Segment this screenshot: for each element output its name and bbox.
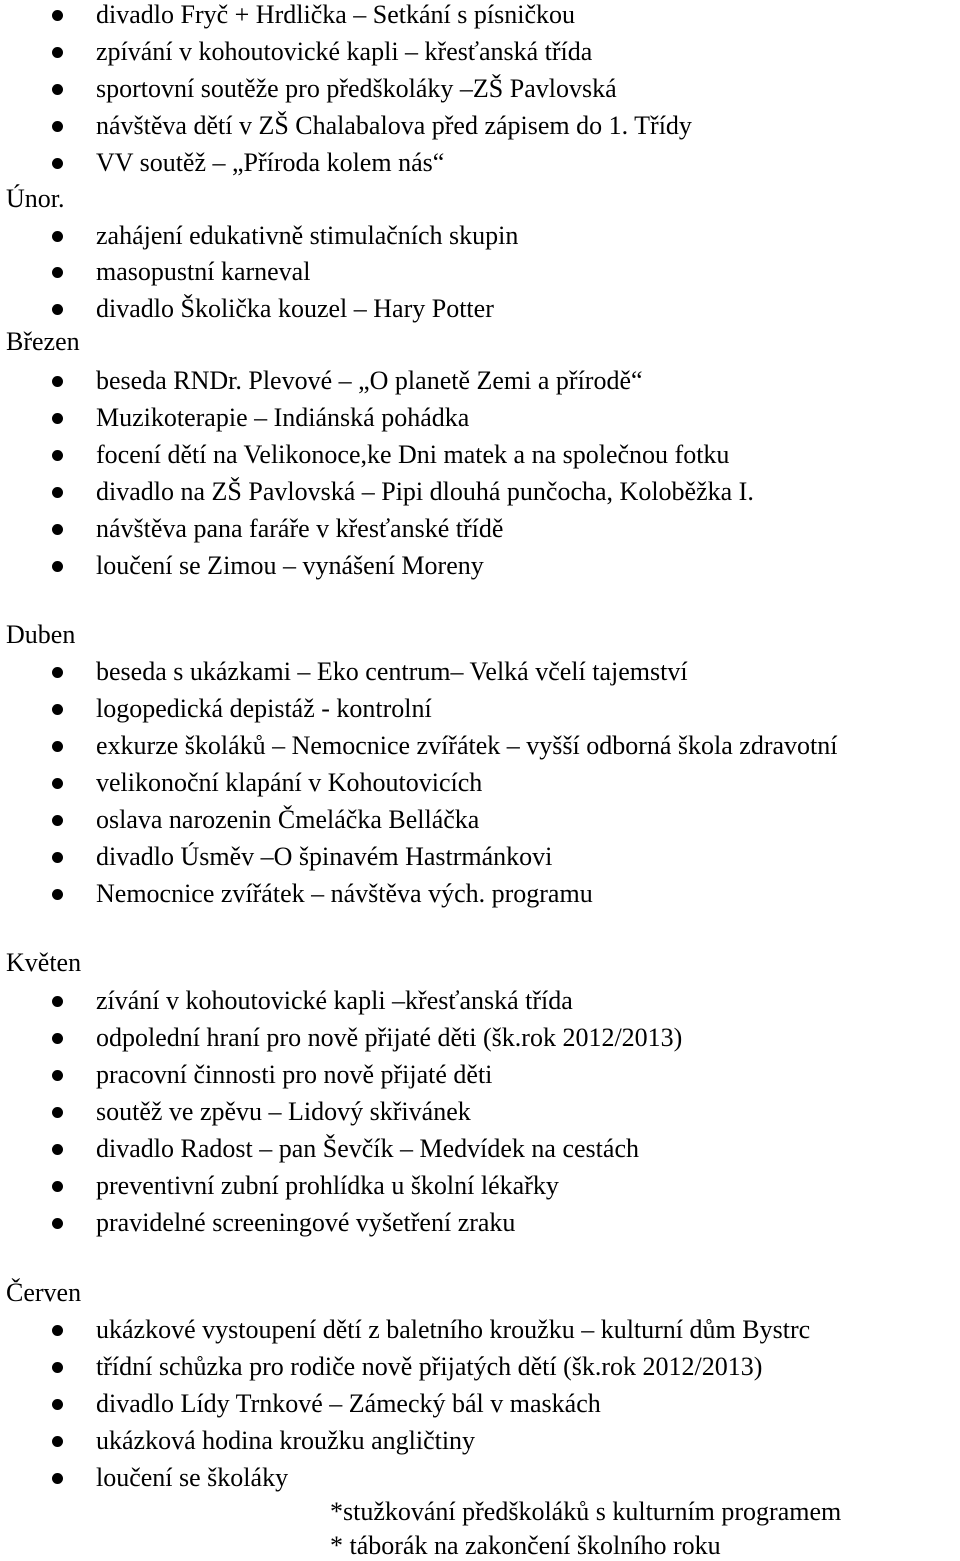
month-heading: Únor. [6, 184, 65, 213]
month-heading: Červen [6, 1278, 82, 1307]
bullet-icon [52, 1033, 63, 1044]
sub-note: * táborák na zakončení školního roku [330, 1531, 721, 1560]
bullet-icon [52, 47, 63, 58]
bullet-icon [52, 1070, 63, 1081]
bullet-icon [52, 815, 63, 826]
month-heading: Duben [6, 620, 76, 649]
bullet-icon [52, 704, 63, 715]
bullet-icon [52, 1107, 63, 1118]
bullet-icon [52, 524, 63, 535]
bullet-icon [52, 1325, 63, 1336]
bullet-icon [52, 231, 63, 242]
bullet-icon [52, 413, 63, 424]
bullet-icon [52, 561, 63, 572]
month-heading: Květen [6, 948, 82, 977]
bullet-icon [52, 376, 63, 387]
bullet-icon [52, 121, 63, 132]
bullet-icon [52, 487, 63, 498]
bullet-icon [52, 1218, 63, 1229]
bullet-icon [52, 667, 63, 678]
bullet-icon [52, 852, 63, 863]
sub-note: *stužkování předškoláků s kulturním programem [330, 1497, 842, 1526]
bullet-icon [52, 304, 63, 315]
bullet-icon [52, 889, 63, 900]
bullet-icon [52, 1144, 63, 1155]
bullet-icon [52, 1436, 63, 1447]
bullet-icon [52, 1399, 63, 1410]
bullet-icon [52, 10, 63, 21]
bullet-icon [52, 267, 63, 278]
bullet-icon [52, 158, 63, 169]
bullet-icon [52, 741, 63, 752]
bullet-icon [52, 450, 63, 461]
bullet-icon [52, 1362, 63, 1373]
bullet-icon [52, 1473, 63, 1484]
bullet-icon [52, 996, 63, 1007]
bullet-icon [52, 778, 63, 789]
bullet-icon [52, 84, 63, 95]
bullet-icon [52, 1181, 63, 1192]
month-heading: Březen [6, 327, 80, 356]
